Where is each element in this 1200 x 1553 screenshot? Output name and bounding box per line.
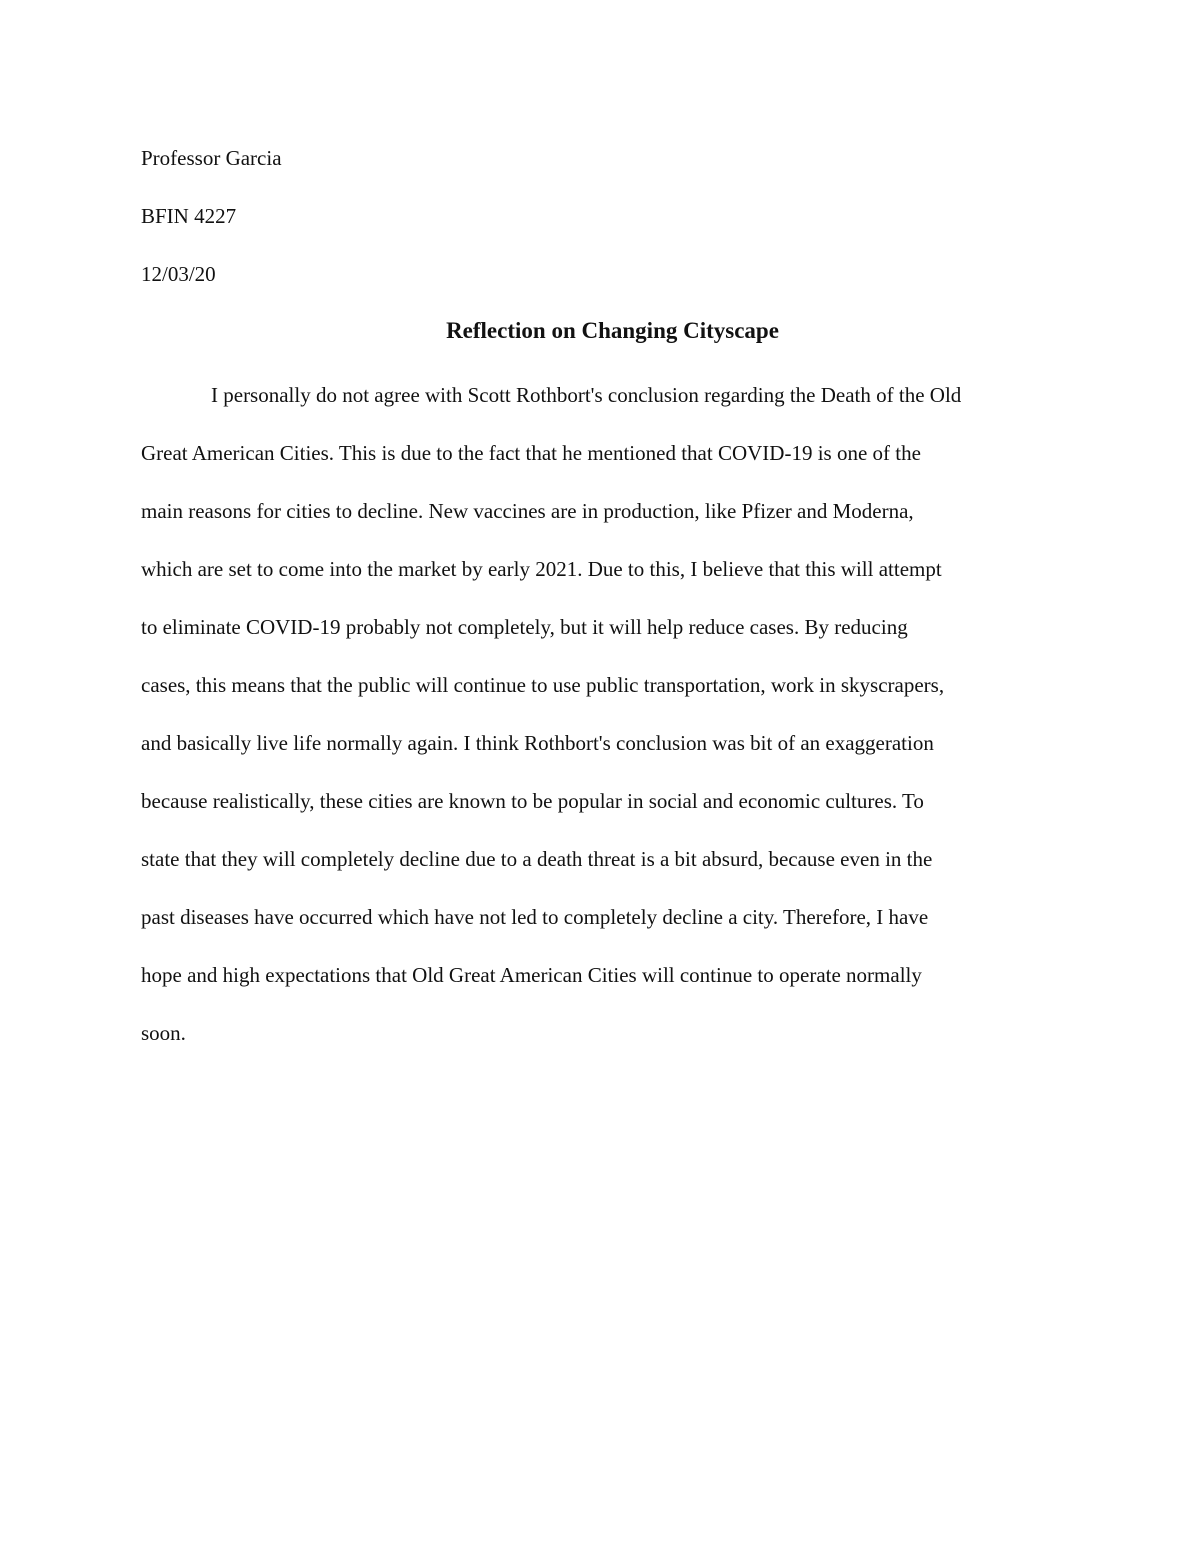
body-line-1: I personally do not agree with Scott Rothbort's conclusion regarding the Death of the Old (211, 383, 962, 407)
body-line-9: state that they will completely decline due to a death threat is a bit absurd, because even in the (141, 847, 933, 871)
date: 12/03/20 (141, 262, 216, 286)
document-title: Reflection on Changing Cityscape (446, 318, 779, 343)
body-line-2: Great American Cities. This is due to the fact that he mentioned that COVID-19 is one of the (141, 441, 921, 465)
body-line-7: and basically live life normally again. I think Rothbort's conclusion was bit of an exaggeration (141, 731, 934, 755)
body-line-4: which are set to come into the market by early 2021. Due to this, I believe that this will attempt (141, 557, 942, 581)
body-line-12: soon. (141, 1021, 186, 1045)
body-line-3: main reasons for cities to decline. New vaccines are in production, like Pfizer and Moderna, (141, 499, 914, 523)
body-line-11: hope and high expectations that Old Great American Cities will continue to operate normally (141, 963, 922, 987)
professor-name: Professor Garcia (141, 146, 282, 170)
body-line-6: cases, this means that the public will continue to use public transportation, work in skyscrapers, (141, 673, 945, 697)
course-code: BFIN 4227 (141, 204, 237, 228)
body-line-8: because realistically, these cities are known to be popular in social and economic cultures. To (141, 789, 924, 813)
body-line-10: past diseases have occurred which have not led to completely decline a city. Therefore, I have (141, 905, 929, 929)
body-line-5: to eliminate COVID-19 probably not completely, but it will help reduce cases. By reducing (141, 615, 908, 639)
